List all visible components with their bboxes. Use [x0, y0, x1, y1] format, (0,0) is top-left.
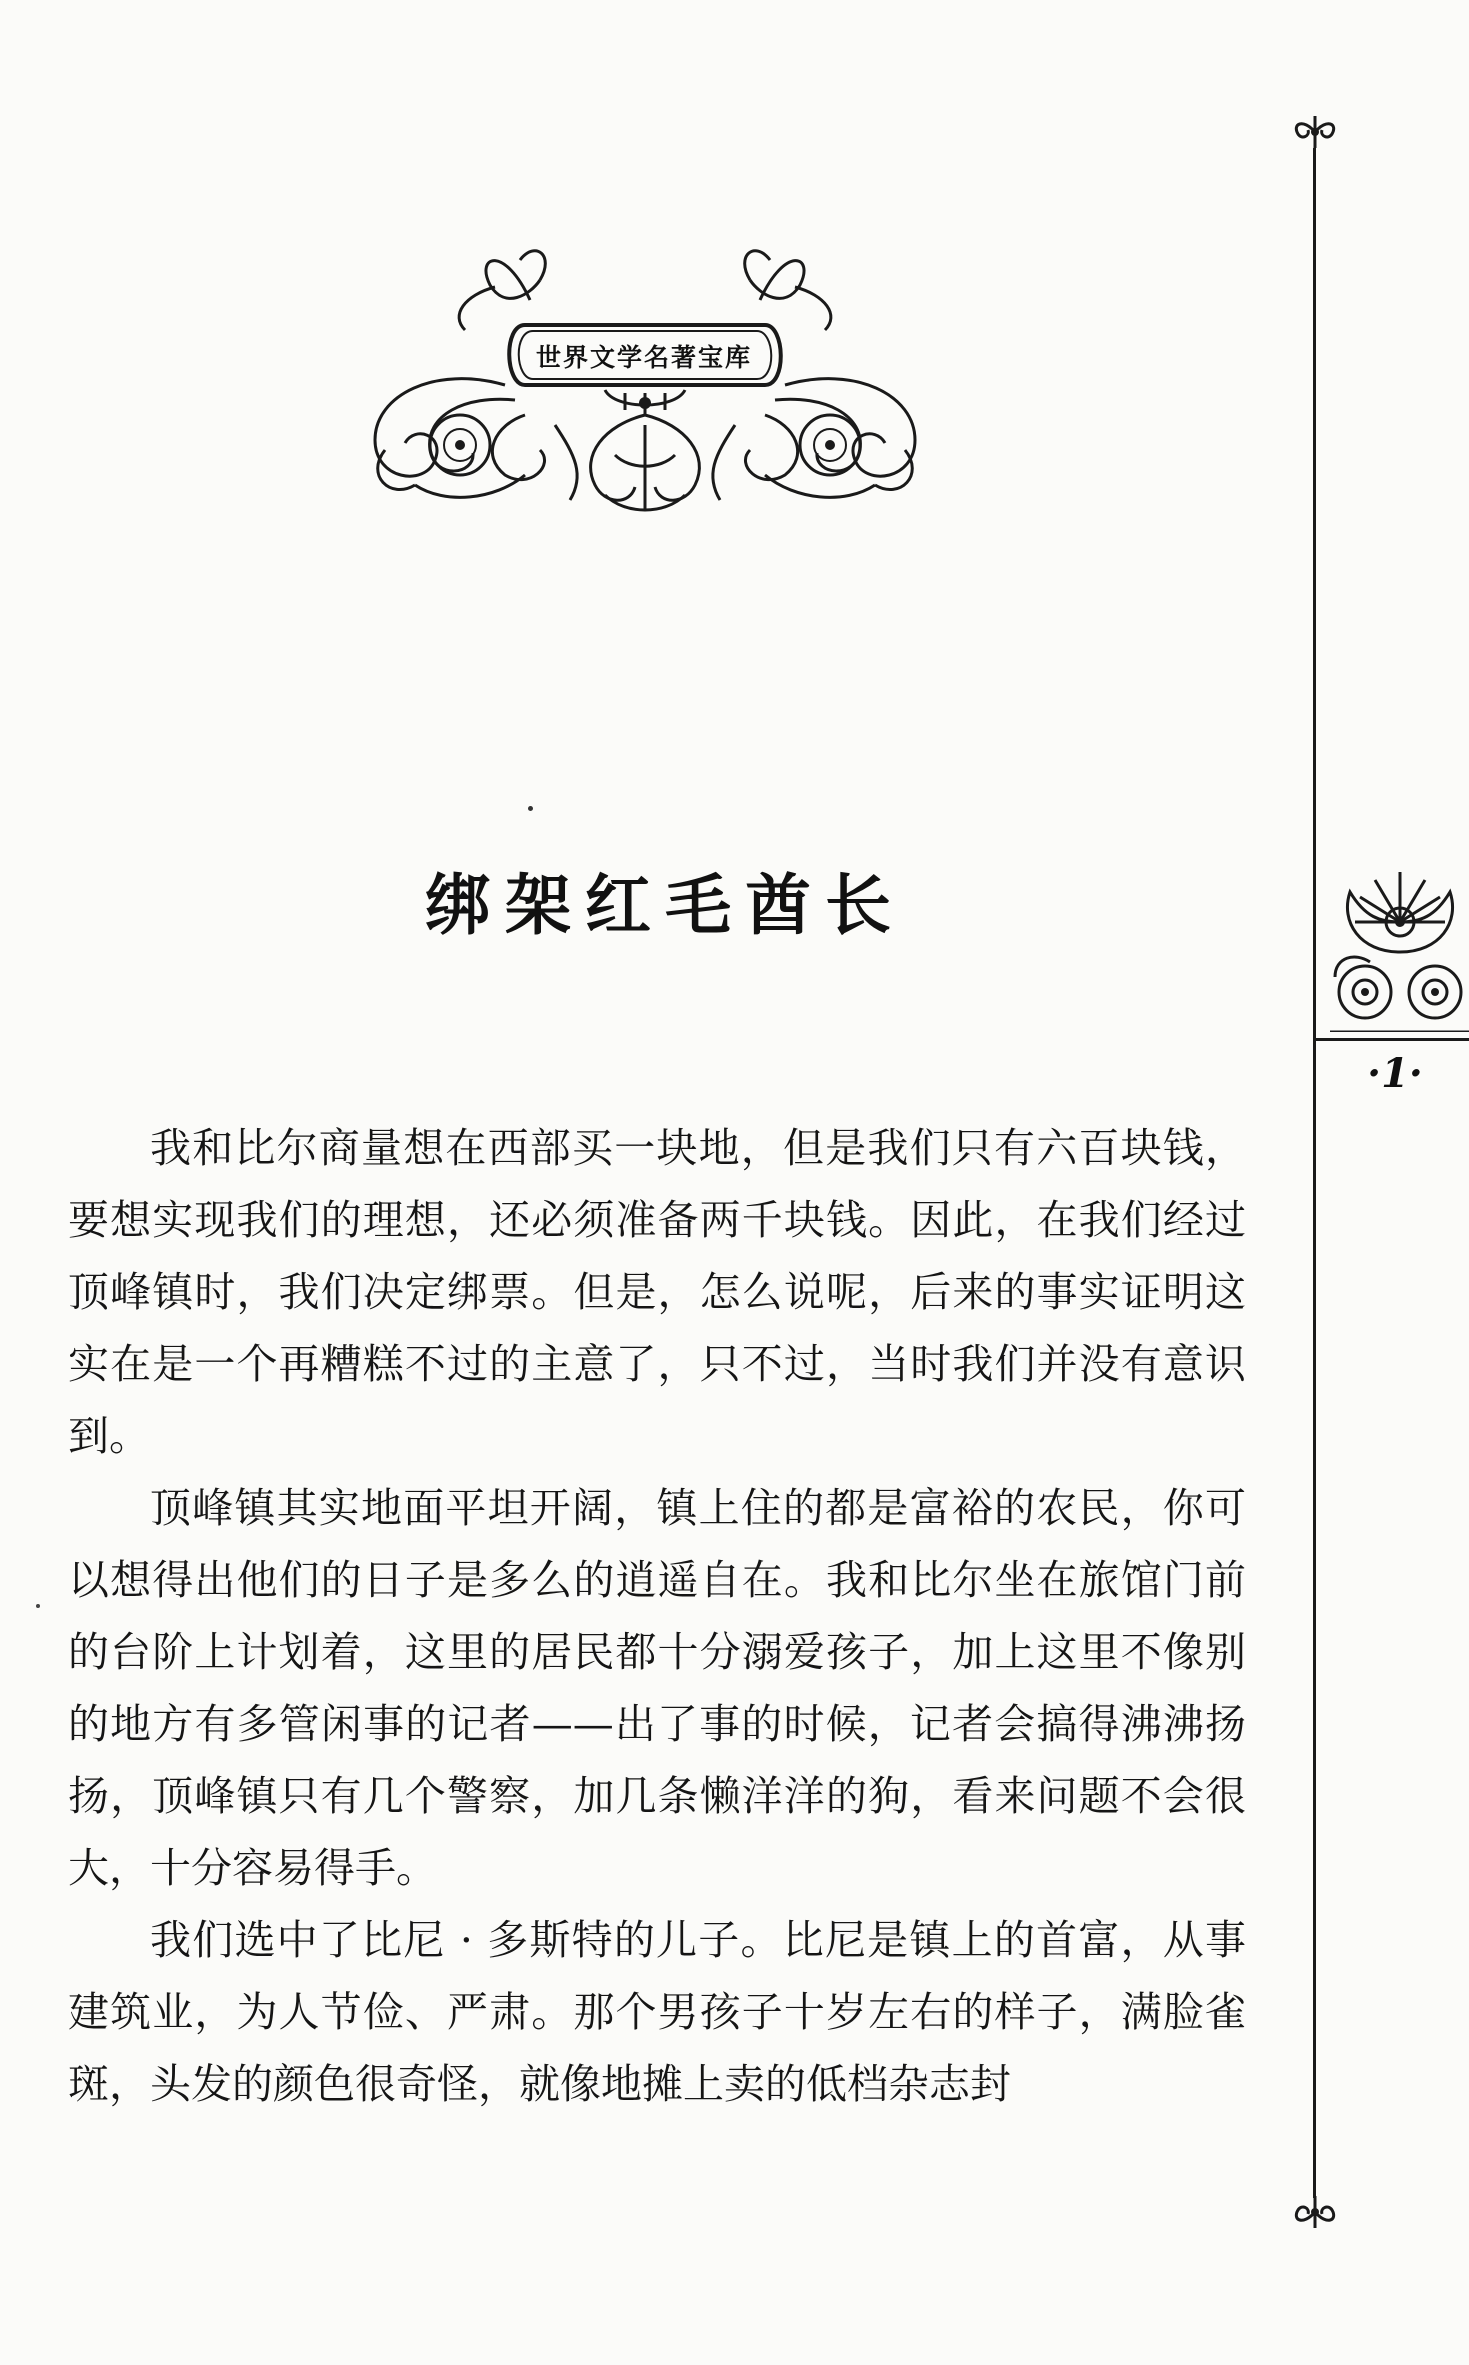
body-text [68, 1112, 1246, 2120]
margin-horizontal-rule [1313, 1038, 1469, 1041]
print-speck [36, 1604, 40, 1608]
header-ornament [355, 225, 935, 515]
page-number: ·1· [1367, 1050, 1423, 1097]
margin-vertical-rule [1313, 148, 1316, 2198]
print-speck [528, 806, 533, 811]
fleuron-icon [1288, 112, 1342, 156]
paragraph: 我和比尔商量想在西部买一块地，但是我们只有六百块钱，要想实现我们的理想，还必须准备两千块钱。因此，在我们经过顶峰镇时，我们决定绑票。但是，怎么说呢，后来的事实证明这实在是一个再糟糕不过的主意了，只不过，当时我们并没有意识到。 [68, 1124, 1246, 1460]
paragraph: 我们选中了比尼 · 多斯特的儿子。比尼是镇上的首富，从事建筑业，为人节俭、严肃。那个男孩子十岁左右的样子，满脸雀斑，头发的颜色很奇怪，就像地摊上卖的低档杂志封 [68, 1916, 1246, 2108]
paragraph: 顶峰镇其实地面平坦开阔，镇上住的都是富裕的农民，你可以想得出他们的日子是多么的逍遥自在。我和比尔坐在旅馆门前的台阶上计划着，这里的居民都十分溺爱孩子，加上这里不像别的地方有多管闲事的记者——出了事的时候，记者会搞得沸沸扬扬，顶峰镇只有几个警察，加几条懒洋洋的狗，看来问题不会很大，十分容易得手。 [68, 1484, 1246, 1892]
series-label: 世界文学名著宝库 [535, 343, 752, 372]
palmette-ornament-icon [1330, 862, 1469, 1036]
fleuron-icon [1288, 2192, 1342, 2236]
chapter-title: 绑架红毛酋长 [425, 866, 905, 944]
